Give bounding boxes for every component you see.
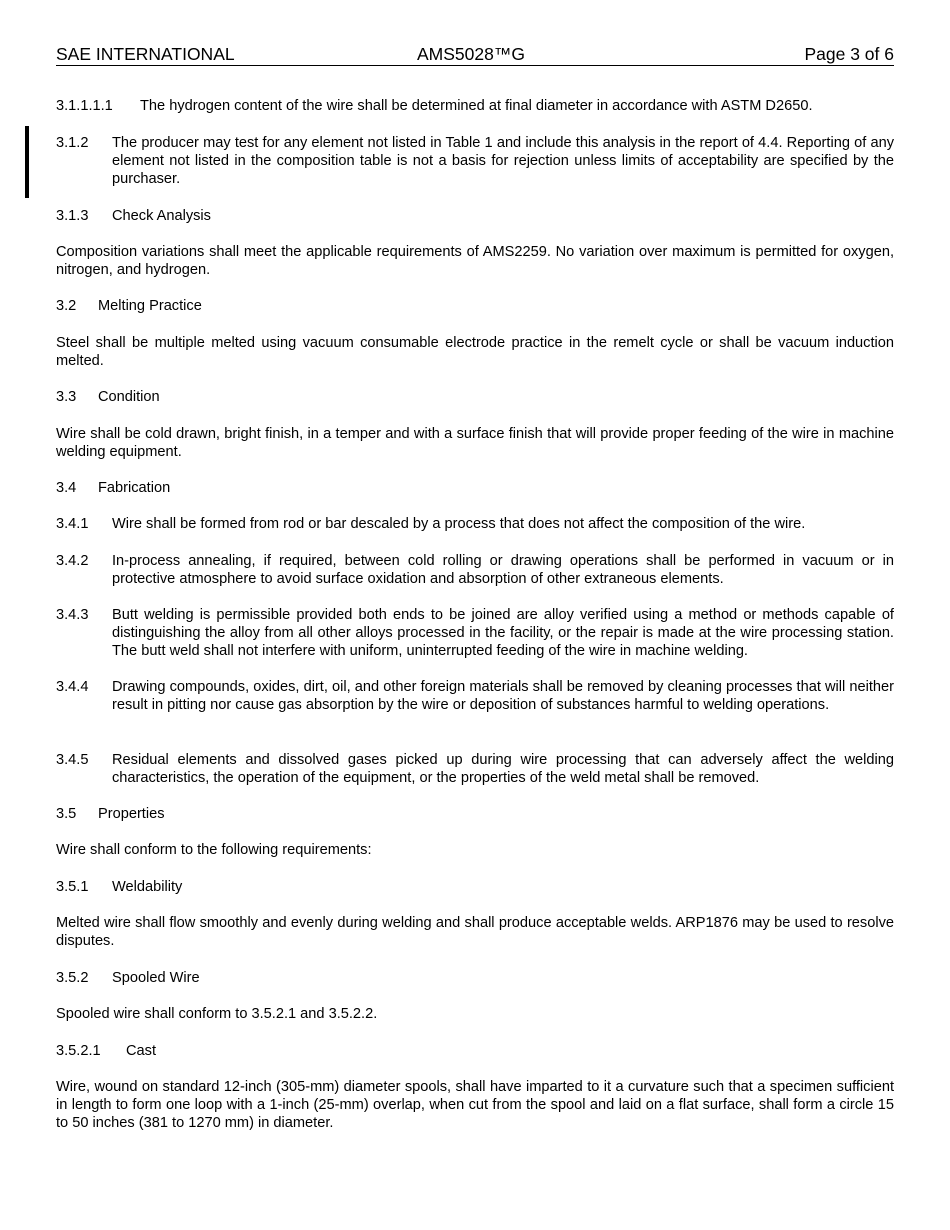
section-text: Wire shall be formed from rod or bar descaled by a process that does not affect the composition of the wire. — [112, 516, 806, 532]
section-number: 3.4.4 — [56, 679, 89, 695]
section-number: 3.4.3 — [56, 607, 89, 623]
section-3-5-1-heading — [56, 878, 894, 896]
section-3-5-heading — [56, 805, 894, 823]
section-title: Fabrication — [98, 480, 171, 496]
section-number: 3.4 — [56, 480, 77, 496]
section-number: 3.5.1 — [56, 879, 89, 895]
section-3-5-paragraph: Wire shall conform to the following requirements: — [56, 842, 372, 858]
section-3-5-2-paragraph: Spooled wire shall conform to 3.5.2.1 and 3.5.2.2. — [56, 1006, 378, 1022]
section-3-4-1 — [56, 515, 894, 533]
section-3-5-2-1-heading — [56, 1042, 894, 1060]
section-title: Weldability — [112, 879, 183, 895]
section-title: Check Analysis — [112, 208, 211, 224]
section-3-5-2-heading — [56, 969, 894, 987]
section-3-1-3-paragraph: Composition variations shall meet the applicable requirements of AMS2259. No variation over maximum is permitted for oxygen, nitrogen, and hydrogen. — [56, 244, 894, 278]
section-title: Properties — [98, 806, 165, 822]
section-number: 3.2 — [56, 298, 77, 314]
section-number: 3.1.1.1.1 — [56, 98, 113, 114]
section-number: 3.4.2 — [56, 553, 89, 569]
section-title: Spooled Wire — [112, 970, 200, 986]
section-3-4-3 — [56, 606, 894, 660]
section-3-4-2 — [56, 552, 894, 588]
header-organization: SAE INTERNATIONAL — [56, 44, 235, 64]
section-number: 3.3 — [56, 389, 77, 405]
section-3-5-1-paragraph: Melted wire shall flow smoothly and evenly during welding and shall produce acceptable welds. ARP1876 may be used to resolve disputes. — [56, 915, 894, 949]
section-3-3-paragraph: Wire shall be cold drawn, bright finish, in a temper and with a surface finish that will provide proper feeding of the wire in machine welding equipment. — [56, 426, 894, 460]
section-number: 3.5.2 — [56, 970, 89, 986]
section-number: 3.4.5 — [56, 752, 89, 768]
section-text: In-process annealing, if required, between cold rolling or drawing operations shall be performed in vacuum or in protective atmosphere to avoid surface oxidation and absorption of other extraneous elements. — [112, 553, 894, 587]
header-page-number: Page 3 of 6 — [804, 44, 894, 64]
section-title: Cast — [126, 1043, 157, 1059]
section-text: Butt welding is permissible provided both ends to be joined are alloy verified using a method or methods capable of distinguishing the alloy from all other alloys processed in the facility, or the repair is made at the wire processing station. The butt weld shall not interfere with uniform, uninterrupted feeding of the wire in machine welding. — [112, 607, 894, 659]
section-title: Melting Practice — [98, 298, 202, 314]
section-3-2-heading — [56, 297, 894, 315]
section-number: 3.1.3 — [56, 208, 89, 224]
section-3-5-2-1-paragraph: Wire, wound on standard 12-inch (305-mm) diameter spools, shall have imparted to it a curvature such that a specimen sufficient in length to form one loop with a 1-inch (25-mm) overlap, when cut from the spool and laid on a flat surface, shall form a circle 15 to 50 inches (381 to 1270 mm) in diameter. — [56, 1079, 894, 1131]
section-3-1-3-heading — [56, 207, 894, 225]
section-text: Residual elements and dissolved gases picked up during wire processing that can adversely affect the welding characteristics, the operation of the equipment, or the properties of the weld metal shall be removed. — [112, 752, 894, 786]
section-3-4-5 — [56, 751, 894, 787]
section-3-4-heading — [56, 479, 894, 497]
section-text: The producer may test for any element not listed in Table 1 and include this analysis in the report of 4.4. Reporting of any element not listed in the composition table is not a basis for rejection unless limits of acceptability are specified by the purchaser. — [112, 135, 894, 187]
section-text: The hydrogen content of the wire shall be determined at final diameter in accordance with ASTM D2650. — [140, 98, 813, 114]
header-document-number: AMS5028™G — [417, 44, 525, 64]
section-number: 3.4.1 — [56, 516, 89, 532]
section-3-1-2 — [56, 134, 894, 188]
section-text: Drawing compounds, oxides, dirt, oil, and other foreign materials shall be removed by cleaning processes that will neither result in pitting nor cause gas absorption by the wire or deposition of substances harmful to welding operations. — [112, 679, 894, 713]
section-3-4-4 — [56, 678, 894, 714]
section-number: 3.5.2.1 — [56, 1043, 101, 1059]
revision-change-bar — [25, 126, 29, 198]
section-3-1-1-1-1 — [56, 97, 894, 115]
section-3-2-paragraph: Steel shall be multiple melted using vacuum consumable electrode practice in the remelt cycle or shall be vacuum induction melted. — [56, 335, 894, 369]
page-header — [56, 44, 894, 66]
section-number: 3.1.2 — [56, 135, 89, 151]
section-number: 3.5 — [56, 806, 77, 822]
section-3-3-heading — [56, 388, 894, 406]
section-title: Condition — [98, 389, 160, 405]
